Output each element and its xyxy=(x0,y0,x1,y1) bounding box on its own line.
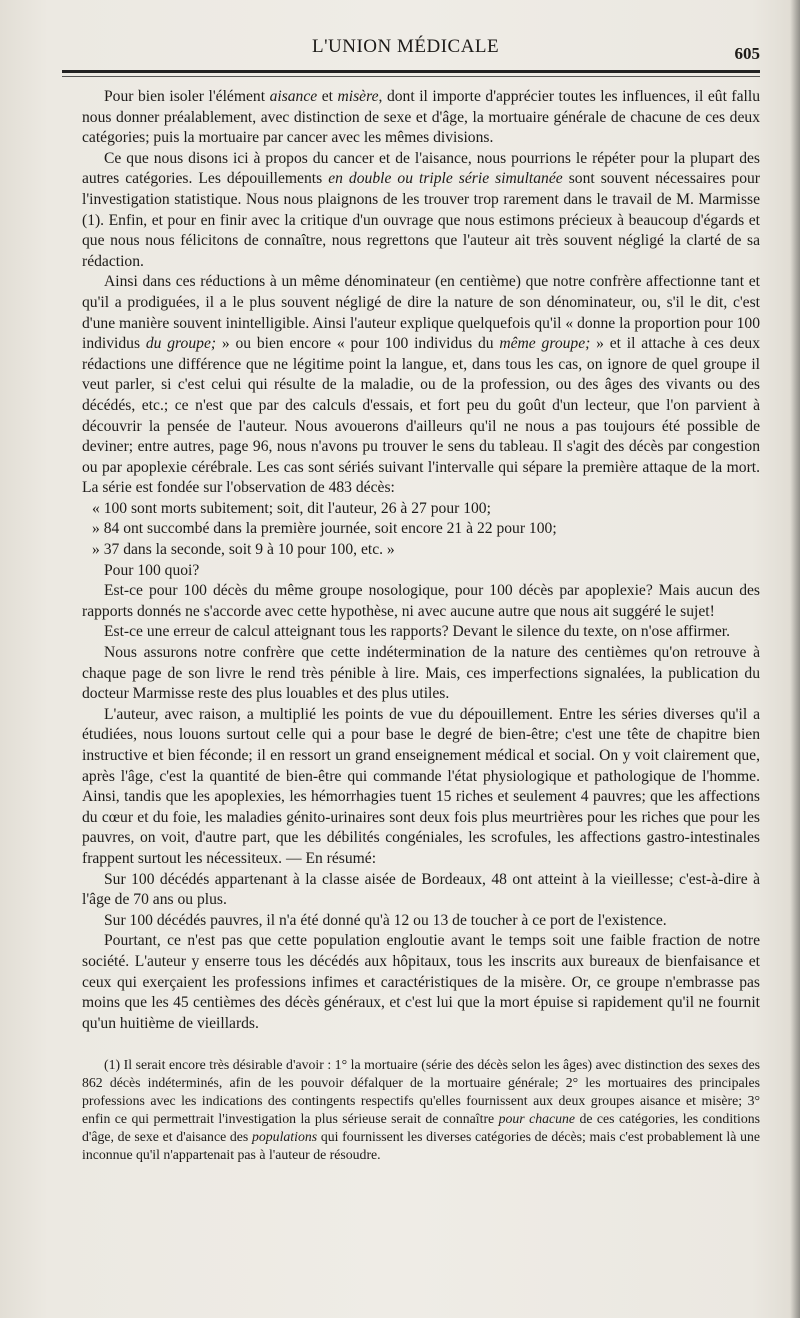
text-run: Sur 100 décédés appartenant à la classe aisée de Bordeaux, 48 ont atteint à la vieillesse; c'est-à-dire à l'âge de 70 ans ou plus. xyxy=(82,870,760,909)
text-run: » 37 dans la seconde, soit 9 à 10 pour 100, etc. » xyxy=(92,541,395,559)
text-run: « 100 sont morts subitement; soit, dit l'auteur, 26 à 27 pour 100; xyxy=(92,499,491,517)
paragraph xyxy=(82,581,760,622)
paragraph xyxy=(82,911,760,932)
footnotes xyxy=(82,1056,760,1164)
text-run: , dont il importe d'apprécier toutes les influences, il eût fallu nous donner préalablement, avec distinction de sexe et d'âge, la mortuaire générale de chacune de ces deux catégories; puis la mortuaire par cancer avec les mêmes divisions. xyxy=(82,88,761,147)
text-run: Sur 100 décédés pauvres, il n'a été donné qu'à 12 ou 13 de toucher à ce port de l'existence. xyxy=(104,911,667,929)
italic-text: aisance xyxy=(269,88,318,105)
header-rule-thin xyxy=(62,76,760,77)
paragraph xyxy=(82,540,760,561)
paragraph xyxy=(82,499,760,520)
text-run: Ce que nous disons ici à propos du cancer et de l'aisance, nous pourrions le répéter pour la plupart des autres catégories. Les dépouillements xyxy=(82,149,760,188)
italic-text: misère xyxy=(337,88,379,105)
paragraph xyxy=(82,622,760,643)
running-title: L'UNION MÉDICALE xyxy=(312,36,500,57)
page-number: 605 xyxy=(734,44,760,63)
text-run: » et il attache à ces deux rédactions une différence que ne légitime point la langue, et, dans tous les cas, on ignore de quel groupe il veut parler, si c'est celui qui résulte de la maladie, ou de la profession, ou des âges des vivants ou des décédés, etc.; ce n'est que par des calculs d'essais, et fort peu du goût d'un lecteur, que l'on parvient à découvrir la pensée de l'auteur. Nous avouerons d'ailleurs qu'il ne nous a pas toujours été possible de deviner; entre autres, page 96, nous n'avons pu trouver le sens du tableau. Il s'agit des décès par congestion ou par apoplexie cérébrale. Les cas sont sériés suivant l'intervalle qui sépare la première attaque de la mort. La série est fondée sur l'observation de 483 décès: xyxy=(82,335,760,497)
italic-text: populations xyxy=(251,1129,318,1145)
text-run: Pour bien isoler l'élément xyxy=(104,88,270,105)
text-run: Ainsi dans ces réductions à un même dénominateur (en centième) que notre confrère affectionne tant et qu'il a prodiguées, il a le plus souvent négligé de dire la nature de son dénominateur, ou, s'il le dit, c'est d'une manière souvent inintelligible. Ainsi l'auteur explique quelquefois qu'il « donne la proportion pour 100 individus xyxy=(82,273,760,353)
header-rule xyxy=(62,70,760,73)
text-run: de ces catégories, les conditions d'âge, de sexe et d'aisance des xyxy=(82,1111,760,1145)
paragraph xyxy=(82,149,760,273)
italic-text: pour chacune xyxy=(498,1111,576,1127)
italic-text: du groupe; xyxy=(145,335,217,353)
italic-text: en double ou triple série simultanée xyxy=(328,170,563,188)
text-run: Est-ce une erreur de calcul atteignant tous les rapports? Devant le silence du texte, on n'ose affirmer. xyxy=(104,623,731,641)
text-run: (1) Il serait encore très désirable d'avoir : 1° la mortuaire (série des décès selon les âges) avec distinction des sexes des 862 décès indéterminés, afin de les pouvoir défalquer de la mortuaire générale; 2° les mortuaires des principales professions avec les indications des contingents respectifs qu'elles fournissent aux deux groupes aisance et misère; 3° enfin ce qui permettrait l'investigation la plus sérieuse serait de connaître xyxy=(82,1057,760,1127)
text-run: Pourtant, ce n'est pas que cette population engloutie avant le temps soit une faible fraction de notre société. L'auteur y enserre tous les décédés aux hôpitaux, tous les inscrits aux bureaux de bienfaisance et ceux qui exerçaient les professions infimes et caractéristiques de la misère. Or, ce groupe n'embrasse pas moins que les 45 centièmes des décès généraux, et c'est lui que la mort épuise si rapidement qu'il ne fournit qu'un huitième de vieillards. xyxy=(82,932,760,1032)
text-run: et xyxy=(317,88,338,105)
italic-text: même groupe; xyxy=(499,335,591,353)
text-run: L'auteur, avec raison, a multiplié les points de vue du dépouillement. Entre les séries diverses qu'il a étudiées, nous louons surtout celle qui a pour base le degré de bien-être; c'est une tête de chapitre bien instructive et bien féconde; il en ressort un grand enseignement médical et social. On y voit clairement que, après l'âge, c'est la quantité de bien-être qui commande l'état physiologique et pathologique de l'homme. Ainsi, tandis que les apoplexies, les hémorrhagies tuent 15 riches et seulement 4 pauvres; que les affections du cœur et du foie, les maladies génito-urinaires sont deux fois plus meurtrières pour les riches que pour les pauvres, on voit, d'autre part, que les débilités congéniales, les scrofules, les affections gastro-intestinales frappent surtout les nécessiteux. — En résumé: xyxy=(82,705,760,867)
text-run: Pour 100 quoi? xyxy=(104,561,200,579)
text-run: Nous assurons notre confrère que cette indétermination de la nature des centièmes qu'on retrouve à chaque page de son livre le rend très pénible à lire. Mais, ces imperfections signalées, la publication du docteur Marmisse reste des plus louables et des plus utiles. xyxy=(82,644,760,703)
paragraph xyxy=(82,931,760,1034)
paragraph xyxy=(82,519,760,540)
body-text xyxy=(82,87,760,1034)
paragraph xyxy=(82,643,760,705)
text-run: Est-ce pour 100 décès du même groupe nosologique, pour 100 décès par apoplexie? Mais aucun des rapports donnés ne s'accorde avec cette hypothèse, ni avec aucune autre que nous ait suggéré le sujet! xyxy=(82,582,760,620)
paragraph xyxy=(82,870,760,911)
text-run: » 84 ont succombé dans la première journée, soit encore 21 à 22 pour 100; xyxy=(92,520,557,538)
footnote xyxy=(82,1056,760,1164)
paragraph xyxy=(82,705,760,870)
page-header xyxy=(82,36,760,70)
paragraph xyxy=(82,561,760,582)
text-run: qui fournissent les diverses catégories de décès; mais c'est probablement là une inconnue qu'il n'appartenait pas à l'auteur de résoudre. xyxy=(82,1129,760,1163)
paragraph xyxy=(82,87,760,149)
text-run: sont souvent nécessaires pour l'investigation statistique. Nous nous plaignons de les trouver trop rarement dans le travail de M. Marmisse (1). Enfin, et pour en finir avec la critique d'un ouvrage que nous estimons précieux à beaucoup d'égards et que nous nous félicitons de connaître, nous regrettons que l'auteur ait très souvent négligé la clarté de sa rédaction. xyxy=(82,170,760,270)
text-run: » ou bien encore « pour 100 individus du xyxy=(216,335,500,353)
paragraph xyxy=(82,272,760,499)
